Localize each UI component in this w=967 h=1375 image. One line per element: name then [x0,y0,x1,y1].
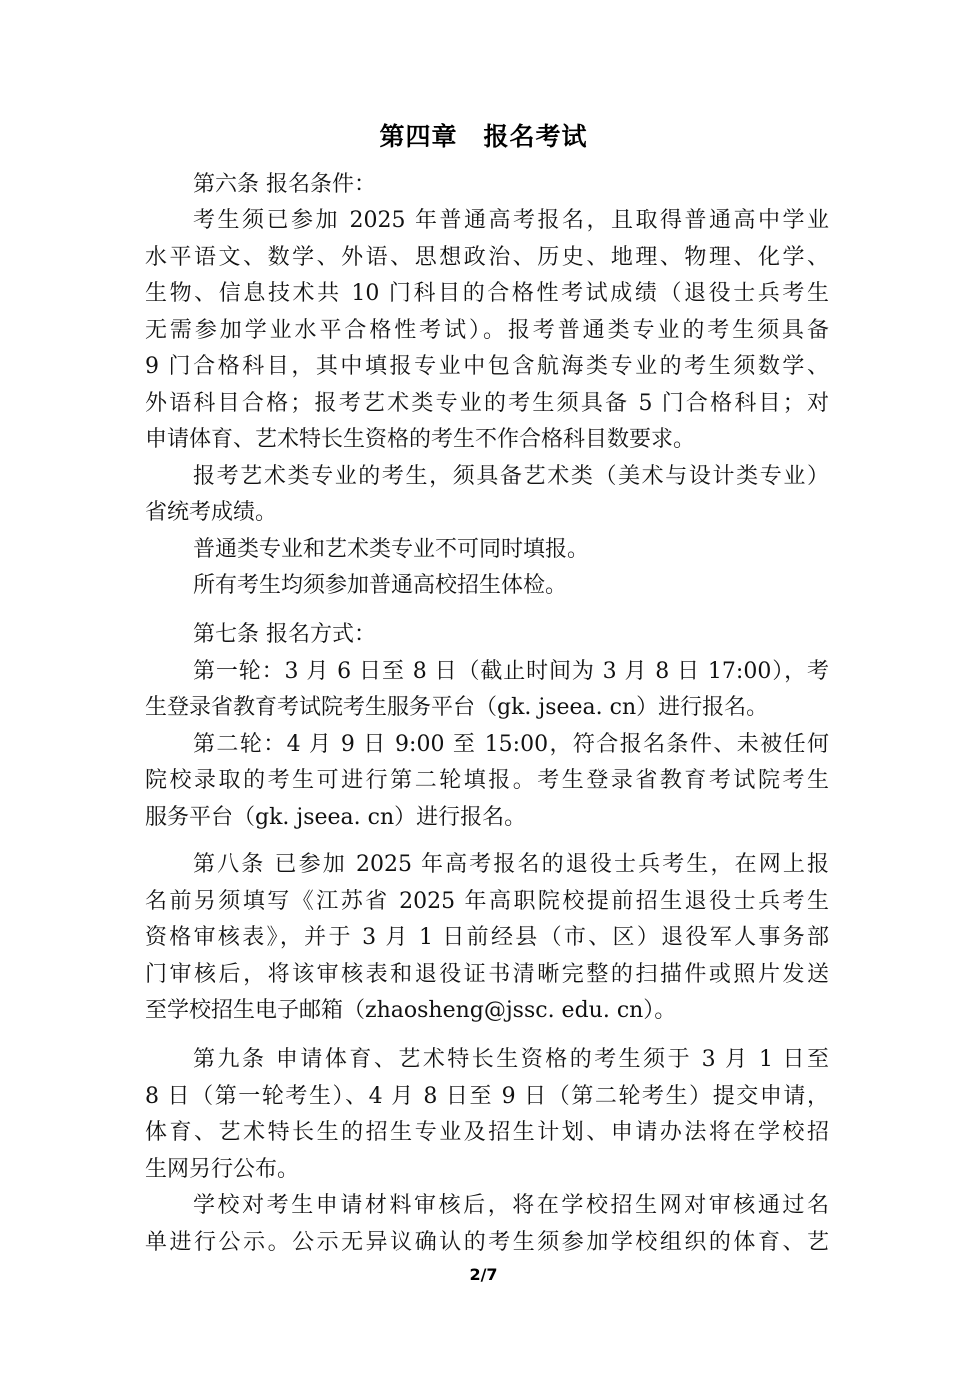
article-6-para-1-line-5: 9 门合格科目，其中填报专业中包含航海类专业的考生须数学、 [145,354,829,379]
article-6-para-1-line-1: 考生须已参加 2025 年普通高考报名，且取得普通高中学业 [193,208,829,233]
article-9-para-2-line-2: 单进行公示。公示无异议确认的考生须参加学校组织的体育、艺 [145,1230,829,1255]
page-number: 2/7 [469,1265,498,1284]
article-7-round-1-line-1: 第一轮：3 月 6 日至 8 日（截止时间为 3 月 8 日 17:00），考 [193,659,829,684]
article-7-heading: 第七条 报名方式： [193,622,376,647]
article-8-line-4: 门审核后，将该审核表和退役证书清晰完整的扫描件或照片发送 [145,962,829,987]
article-8-line-3: 资格审核表》，并于 3 月 1 日前经县（市、区）退役军人事务部 [145,925,829,950]
article-8-line-5: 至学校招生电子邮箱（zhaosheng@jssc. edu. cn）。 [145,998,677,1023]
article-8-line-1: 第八条 已参加 2025 年高考报名的退役士兵考生，在网上报 [193,852,829,877]
article-9-line-1: 第九条 申请体育、艺术特长生资格的考生须于 3 月 1 日至 [193,1047,829,1072]
article-6-para-1-line-2: 水平语文、数学、外语、思想政治、历史、地理、物理、化学、 [145,245,829,270]
article-7-round-2-line-2: 院校录取的考生可进行第二轮填报。考生登录省教育考试院考生 [145,768,829,793]
article-9-line-4: 生网另行公布。 [145,1157,300,1182]
article-9-line-3: 体育、艺术特长生的招生专业及招生计划、申请办法将在学校招 [145,1120,829,1145]
article-6-para-4: 所有考生均须参加普通高校招生体检。 [193,573,568,598]
article-6-para-1-line-7: 申请体育、艺术特长生资格的考生不作合格科目数要求。 [145,427,696,452]
article-7-round-2-line-3: 服务平台（gk. jseea. cn）进行报名。 [145,805,527,830]
article-6-para-1-line-6: 外语科目合格；报考艺术类专业的考生须具备 5 门合格科目；对 [145,391,829,416]
chapter-title: 第四章 报名考试 [379,122,588,151]
article-7-round-2-line-1: 第二轮：4 月 9 日 9:00 至 15:00，符合报名条件、未被任何 [193,732,829,757]
article-7-round-1-line-2: 生登录省教育考试院考生服务平台（gk. jseea. cn）进行报名。 [145,695,769,720]
article-6-para-2-line-2: 省统考成绩。 [145,500,278,525]
article-9-line-2: 8 日（第一轮考生）、4 月 8 日至 9 日（第二轮考生）提交申请， [145,1084,829,1109]
article-9-para-2-line-1: 学校对考生申请材料审核后，将在学校招生网对审核通过名 [193,1193,829,1218]
article-6-para-1-line-3: 生物、信息技术共 10 门科目的合格性考试成绩（退役士兵考生 [145,281,829,306]
article-6-heading: 第六条 报名条件： [193,172,376,197]
article-6-para-3: 普通类专业和艺术类专业不可同时填报。 [193,537,590,562]
article-6-para-1-line-4: 无需参加学业水平合格性考试）。报考普通类专业的考生须具备 [145,318,829,343]
article-8-line-2: 名前另须填写《江苏省 2025 年高职院校提前招生退役士兵考生 [145,889,829,914]
article-6-para-2-line-1: 报考艺术类专业的考生，须具备艺术类（美术与设计类专业） [193,464,829,489]
